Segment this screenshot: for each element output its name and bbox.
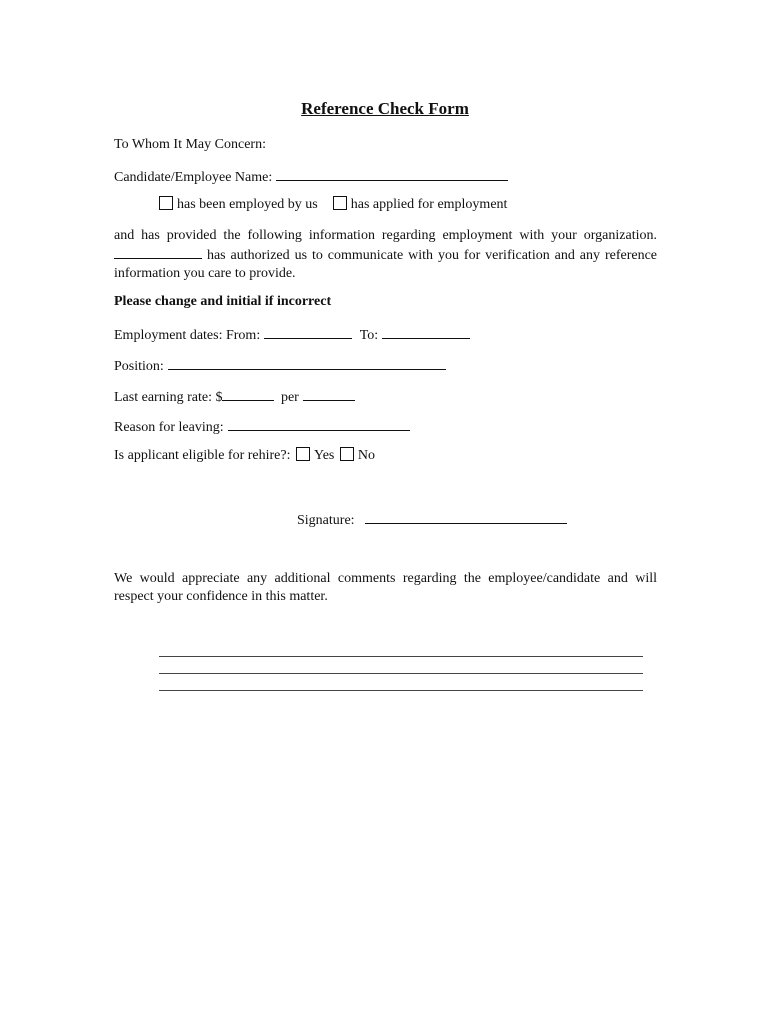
dates-to-label: To:	[359, 328, 379, 343]
intro-text-part1: and has provided the following information regarding employment with your organization.	[114, 228, 657, 243]
comment-line-3[interactable]	[159, 690, 643, 691]
comments-paragraph: We would appreciate any additional comments regarding the employee/candidate and will respect your confidence in this matter.	[114, 571, 657, 604]
rehire-yes-label: Yes	[313, 448, 335, 463]
employed-option-label: has been employed by us	[177, 197, 318, 212]
dates-from-label: Employment dates: From:	[114, 328, 261, 343]
intro-text-part2: has authorized us to communicate with you for verification and any reference information you care to provide.	[114, 248, 658, 281]
applied-option-label: has applied for employment	[350, 197, 508, 212]
earning-rate-label: Last earning rate: $	[114, 390, 223, 405]
reason-label: Reason for leaving:	[114, 420, 224, 435]
signature-row	[297, 509, 567, 530]
earning-rate-field[interactable]	[222, 386, 274, 401]
candidate-name-label: Candidate/Employee Name:	[114, 170, 273, 185]
comment-line-2[interactable]	[159, 673, 643, 674]
dates-to-field[interactable]	[382, 324, 470, 339]
rehire-no-checkbox[interactable]	[340, 447, 354, 461]
reason-field[interactable]	[228, 416, 410, 431]
reason-row	[114, 416, 410, 437]
rehire-no-label: No	[357, 448, 375, 463]
candidate-name-row	[114, 166, 508, 187]
page-title-text: Reference Check Form	[301, 99, 469, 118]
position-row	[114, 355, 446, 376]
organization-blank-field[interactable]	[114, 245, 202, 259]
applied-checkbox[interactable]	[333, 196, 347, 210]
employment-dates-row	[114, 324, 470, 345]
position-field[interactable]	[168, 355, 446, 370]
intro-paragraph	[114, 227, 657, 283]
dates-from-field[interactable]	[264, 324, 352, 339]
page-title	[0, 100, 770, 118]
position-label: Position:	[114, 359, 164, 374]
rehire-row	[114, 447, 375, 465]
instruction-heading: Please change and initial if incorrect	[114, 294, 332, 309]
earning-per-field[interactable]	[303, 386, 355, 401]
comment-line-1[interactable]	[159, 656, 643, 657]
candidate-name-field[interactable]	[276, 166, 508, 181]
earning-rate-row	[114, 386, 355, 407]
employed-checkbox[interactable]	[159, 196, 173, 210]
signature-label: Signature:	[297, 513, 355, 528]
rehire-label: Is applicant eligible for rehire?:	[114, 448, 291, 463]
signature-field[interactable]	[365, 509, 567, 524]
rehire-yes-checkbox[interactable]	[296, 447, 310, 461]
employment-status-row	[159, 196, 507, 214]
salutation: To Whom It May Concern:	[114, 137, 266, 152]
earning-per-label: per	[280, 390, 299, 405]
